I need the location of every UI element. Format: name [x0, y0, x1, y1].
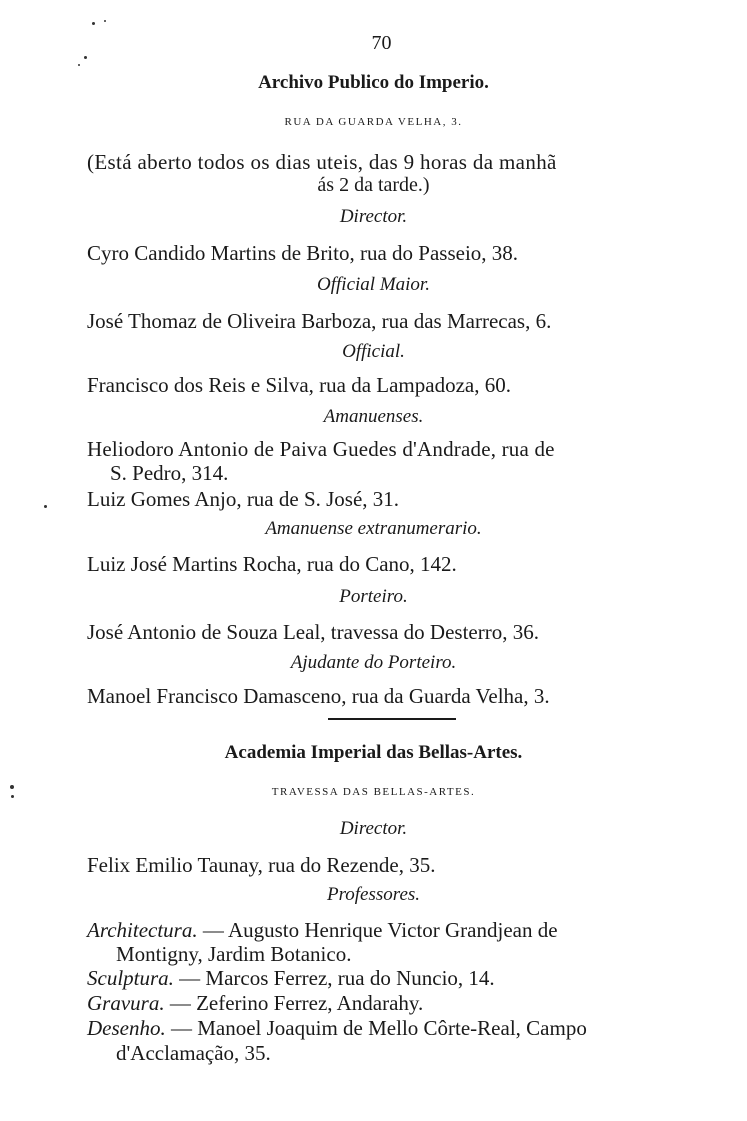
role-heading: Professores. — [326, 884, 421, 905]
section-title: Academia Imperial das Bellas-Artes. — [224, 742, 523, 763]
hours-line: ás 2 da tarde.) — [317, 174, 430, 196]
ink-speck — [44, 505, 47, 508]
professor-entry — [87, 966, 495, 990]
professor-entry: Montigny, Jardim Botanico. — [116, 942, 352, 966]
professor-entry — [87, 991, 423, 1015]
professor-text: — Manoel Joaquim de Mello Côrte-Real, Campo — [165, 1016, 587, 1040]
professor-entry — [87, 918, 558, 942]
role-heading: Porteiro. — [339, 586, 408, 607]
professor-entry — [87, 1016, 587, 1040]
ink-speck — [104, 20, 106, 22]
subject-label: Gravura. — [87, 991, 165, 1015]
professor-text: — Zeferino Ferrez, Andarahy. — [164, 991, 424, 1015]
staff-entry: Luiz José Martins Rocha, rua do Cano, 142. — [87, 552, 457, 576]
professor-text: — Marcos Ferrez, rua do Nuncio, 14. — [173, 966, 495, 990]
role-heading: Director. — [339, 206, 408, 227]
staff-entry: Francisco dos Reis e Silva, rua da Lampadoza, 60. — [87, 373, 511, 397]
role-heading: Amanuense extranumerario. — [265, 518, 482, 539]
subject-label: Architectura. — [87, 918, 198, 942]
subject-label: Sculptura. — [87, 966, 174, 990]
page-number: 70 — [371, 32, 392, 54]
section-title: Archivo Publico do Imperio. — [258, 72, 489, 93]
subject-label: Desenho. — [87, 1016, 166, 1040]
professor-text: — Augusto Henrique Victor Grandjean de — [197, 918, 558, 942]
staff-entry: Felix Emilio Taunay, rua do Rezende, 35. — [87, 853, 436, 877]
section-street: TRAVESSA DAS BELLAS-ARTES. — [271, 786, 476, 798]
role-heading: Official Maior. — [317, 274, 430, 295]
staff-entry: Manoel Francisco Damasceno, rua da Guarda Velha, 3. — [87, 684, 550, 708]
staff-entry: Heliodoro Antonio de Paiva Guedes d'Andrade, rua de — [87, 437, 555, 461]
staff-entry: S. Pedro, 314. — [110, 461, 229, 485]
staff-entry: José Thomaz de Oliveira Barboza, rua das Marrecas, 6. — [87, 309, 552, 333]
professor-entry: d'Acclamação, 35. — [116, 1041, 271, 1065]
staff-entry: Cyro Candido Martins de Brito, rua do Passeio, 38. — [87, 241, 519, 265]
role-heading: Ajudante do Porteiro. — [290, 652, 457, 673]
role-heading: Official. — [342, 341, 405, 362]
hours-line: (Está aberto todos os dias uteis, das 9 horas da manhã — [87, 150, 557, 174]
section-divider — [328, 718, 456, 720]
staff-entry: José Antonio de Souza Leal, travessa do Desterro, 36. — [87, 620, 539, 644]
staff-entry: Luiz Gomes Anjo, rua de S. José, 31. — [87, 487, 400, 511]
section-street: RUA DA GUARDA VELHA, 3. — [284, 116, 463, 128]
ink-speck — [78, 64, 80, 66]
ink-speck — [92, 22, 95, 25]
role-heading: Amanuenses. — [323, 406, 424, 427]
role-heading: Director. — [339, 818, 408, 839]
ink-speck — [84, 56, 87, 59]
